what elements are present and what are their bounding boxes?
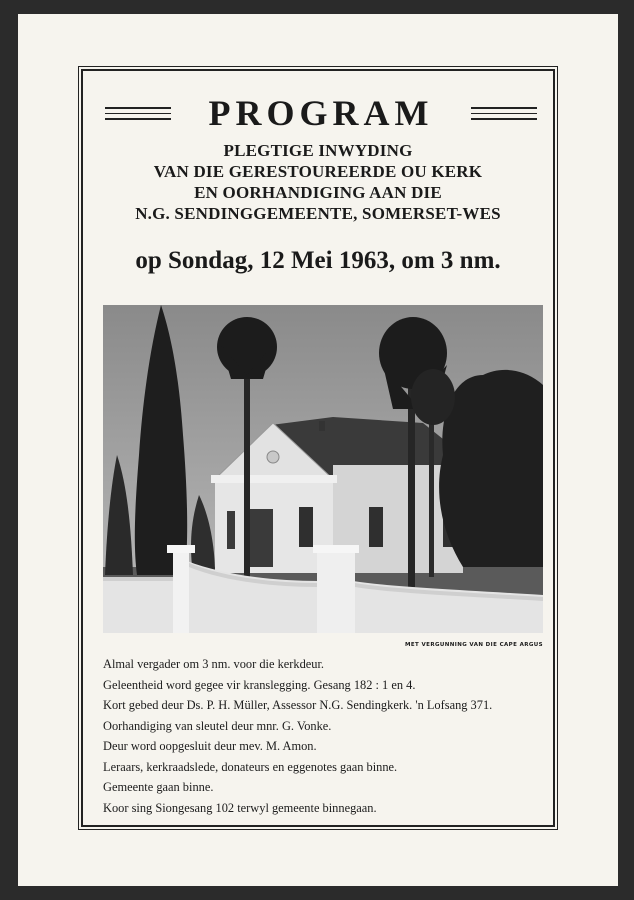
double-border-frame bbox=[78, 66, 558, 830]
photo-credit: MET VERGUNNING VAN DIE CAPE ARGUS bbox=[405, 642, 543, 648]
page-title: PROGRAM bbox=[208, 93, 434, 133]
title-row bbox=[105, 93, 537, 133]
program-list bbox=[103, 657, 549, 821]
subtitle-line-1: PLEGTIGE INWYDING bbox=[223, 141, 413, 160]
program-item: Deur word oopgesluit deur mev. M. Amon. bbox=[103, 739, 317, 753]
program-item: Kort gebed deur Ds. P. H. Müller, Assessor N.G. Sendingkerk. 'n Lofsang 371. bbox=[103, 698, 493, 712]
program-item: Geleentheid word gegee vir kranslegging. Gesang 182 : 1 en 4. bbox=[103, 677, 416, 692]
title-rule-right bbox=[471, 107, 537, 121]
program-item: Leraars, kerkraadslede, donateurs en eggenotes gaan binne. bbox=[103, 759, 398, 774]
inner-border bbox=[81, 69, 555, 827]
program-item: Koor sing Siongesang 102 terwyl gemeente binnegaan. bbox=[103, 800, 377, 815]
program-sheet bbox=[18, 14, 618, 886]
program-item: Oorhandiging van sleutel deur mnr. G. Vonke. bbox=[103, 718, 332, 733]
subtitle-line-3: EN OORHANDIGING AAN DIE bbox=[194, 183, 442, 202]
program-item: Almal vergader om 3 nm. voor die kerkdeur. bbox=[103, 657, 325, 671]
subtitle-line-4: N.G. SENDINGGEMEENTE, SOMERSET-WES bbox=[135, 204, 501, 223]
church-photo bbox=[103, 305, 543, 633]
subtitle-line-2: VAN DIE GERESTOUREERDE OU KERK bbox=[153, 162, 483, 181]
event-date: op Sondag, 12 Mei 1963, om 3 nm. bbox=[135, 247, 501, 274]
program-item: Gemeente gaan binne. bbox=[103, 780, 214, 794]
